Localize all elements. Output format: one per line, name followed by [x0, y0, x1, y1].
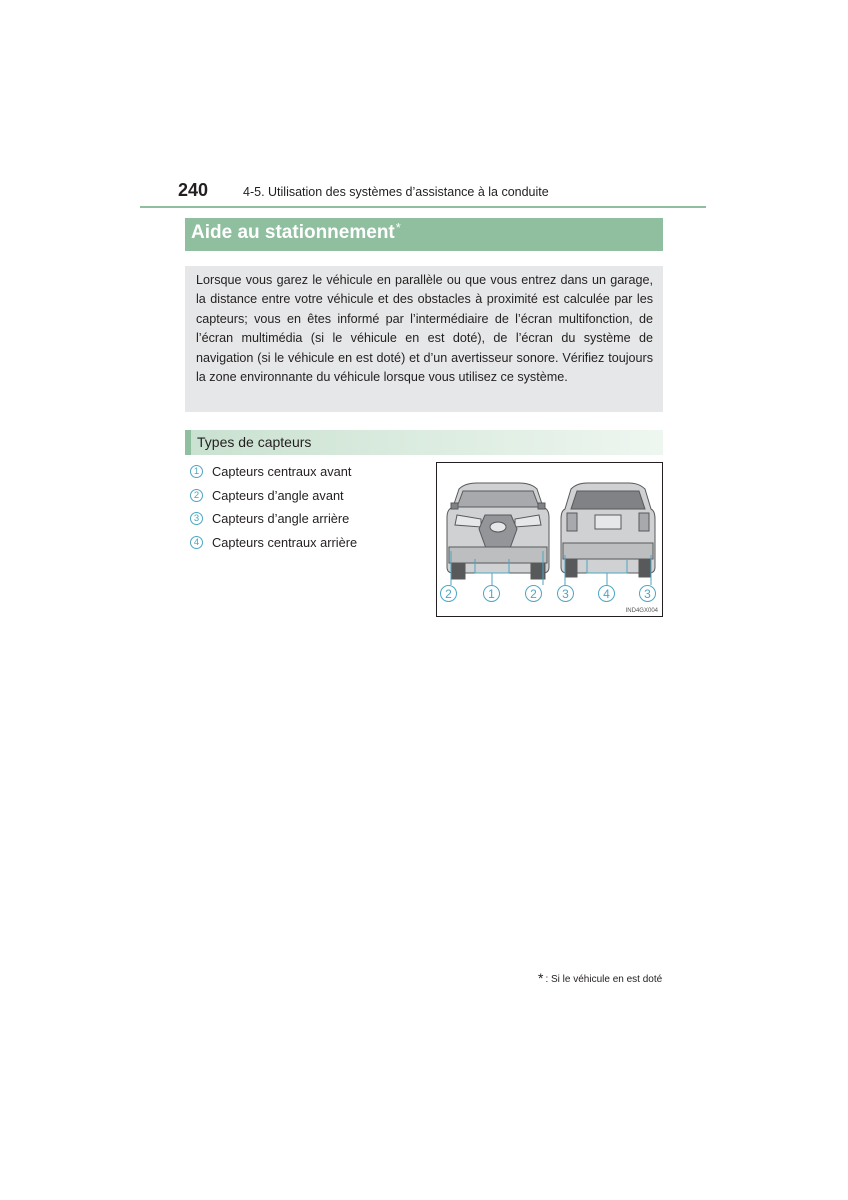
sensor-item-rear-corner	[190, 507, 357, 531]
vehicle-illustration	[437, 463, 662, 616]
chapter-title: 4-5. Utilisation des systèmes d’assistance à la conduite	[243, 185, 549, 199]
number-1-icon: 1	[190, 465, 203, 478]
subsection-bar	[185, 430, 663, 455]
footnote	[538, 970, 662, 986]
callout-3-rear-left: 3	[557, 585, 574, 602]
sensor-item-front-center	[190, 460, 357, 484]
section-title	[191, 222, 401, 244]
footnote-text: : Si le véhicule en est doté	[545, 974, 663, 985]
sensor-label: Capteurs d’angle arrière	[212, 511, 350, 527]
sensor-list	[190, 460, 357, 554]
footnote-asterisk: *	[538, 970, 544, 986]
rear-vehicle-icon	[561, 483, 655, 577]
callout-2-front-left: 2	[440, 585, 457, 602]
callout-1-front-center: 1	[483, 585, 500, 602]
subsection-title: Types de capteurs	[197, 434, 312, 450]
number-2-icon: 2	[190, 489, 203, 502]
callout-4-rear-center: 4	[598, 585, 615, 602]
sensor-location-figure	[436, 462, 663, 617]
intro-text: Lorsque vous garez le véhicule en parallèle ou que vous entrez dans un garage, la distance entre votre véhicule et des obstacles à proximité est calculée par les capteurs; vous en êtes informé par l’intermédiaire de l’écran multifonction, de l’écran multimédia (si le véhicule en est doté), de l’écran du système de navigation (si le véhicule en est doté) et d’un avertisseur sonore. Vérifiez toujours la zone environnante du véhicule lorsque vous utilisez ce système.	[196, 273, 653, 385]
intro-box	[185, 266, 663, 412]
sensor-label: Capteurs centraux arrière	[212, 534, 358, 550]
sensor-item-front-corner	[190, 484, 357, 508]
subsection-accent	[185, 430, 191, 455]
sensor-label: Capteurs centraux avant	[212, 464, 352, 480]
section-title-bar	[185, 218, 663, 251]
header-rule	[140, 206, 706, 208]
sensor-item-rear-center	[190, 531, 357, 555]
callout-2-front-right: 2	[525, 585, 542, 602]
sensor-label: Capteurs d’angle avant	[212, 487, 344, 503]
page-number: 240	[178, 180, 209, 200]
section-title-text: Aide au stationnement	[191, 222, 395, 243]
figure-code: IND4GX004	[625, 608, 658, 614]
number-4-icon: 4	[190, 536, 203, 549]
number-3-icon: 3	[190, 512, 203, 525]
optional-equipment-asterisk: *	[395, 220, 401, 235]
callout-3-rear-right: 3	[639, 585, 656, 602]
front-vehicle-icon	[447, 483, 549, 579]
